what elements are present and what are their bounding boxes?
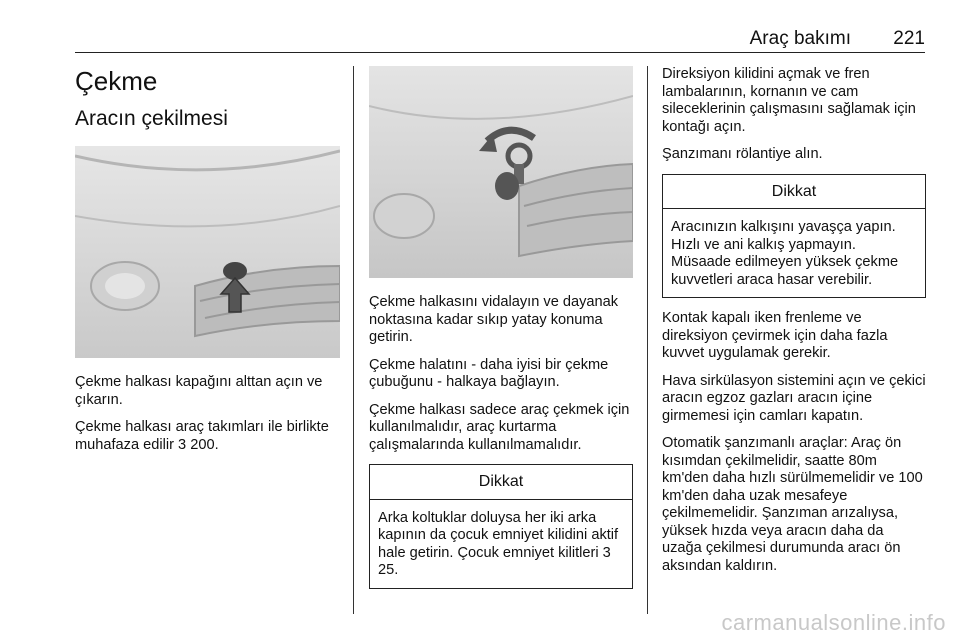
subsection-heading: Aracın çekilmesi [75,107,228,130]
column-3 [662,66,926,585]
paragraph: Çekme halkası araç takımları ile birlikte muhafaza edilir 3 200. [75,419,329,453]
chapter-title: Araç bakımı [749,28,851,49]
paragraph: Kontak kapalı iken frenleme ve direksiyon çevirmek için daha fazla kuvvet uygulamak gerekir. [662,310,888,361]
column-1 [75,66,340,464]
page-reference-link[interactable]: 200. [190,436,219,453]
column-divider [647,66,648,614]
paragraph: Şanzımanı rölantiye alın. [662,146,823,162]
caution-box [369,464,633,589]
caution-text: Arka koltuklar doluysa her iki arka kapının da çocuk emniyet kilidini aktif hale getirin. Çocuk emniyet kilitleri 3 25. [378,509,619,578]
paragraph: Hava sirkülasyon sistemini açın ve çekici aracın egzoz gazları aracın içine girmemesi için camları kapatın. [662,372,926,424]
caution-title: Dikkat [370,465,632,500]
watermark: carmanualsonline.info [721,610,946,635]
paragraph: Çekme halatını - daha iyisi bir çekme çubuğunu - halkaya bağlayın. [369,356,609,390]
section-heading: Çekme [75,66,158,96]
caution-text: Aracınızın kalkışını yavaşça yapın. Hızlı ve ani kalkış yapmayın. Müsaade edilmeyen yüksek çekme kuvvetleri araca hasar verebilir. [671,219,899,288]
page-number: 221 [893,28,925,49]
tow-eye-illustration [369,66,633,278]
reference-arrow-icon: 3 [602,544,611,561]
bumper-cover-illustration [75,146,340,358]
figure-tow-eye [369,66,633,278]
caution-box [662,174,926,299]
caution-title: Dikkat [663,175,925,210]
paragraph: Çekme halkasını vidalayın ve dayanak noktasına kadar sıkıp yatay konuma getirin. [369,294,619,345]
reference-arrow-icon: 3 [178,436,187,453]
column-2 [369,66,633,601]
paragraph: Direksiyon kilidini açmak ve fren lambalarının, kornanın ve cam sileceklerinin çalışmasını sağlamak için kontağı açın. [662,66,916,135]
paragraph: Çekme halkası kapağını alttan açın ve çıkarın. [75,374,323,408]
paragraph: Çekme halkası sadece araç çekmek için kullanılmalıdır, araç kurtarma çalışmalarında kullanılmamalıdır. [369,401,630,453]
column-divider [353,66,354,614]
figure-bumper-cover [75,146,340,358]
paragraph: Otomatik şanzımanlı araçlar: Araç ön kısımdan çekilmelidir, saatte 80m km'den daha hızlı sürülmemelidir ve 100 km'den daha uzak mesafeye çekilmemelidir. Şanzıman arızalıysa, yüksek hızda veya aracın daha da uzağa çekilmesi durumunda aracı ön aksından kaldırın. [662,435,923,574]
page-header [75,26,925,53]
page-reference-link[interactable]: 25. [378,562,399,578]
